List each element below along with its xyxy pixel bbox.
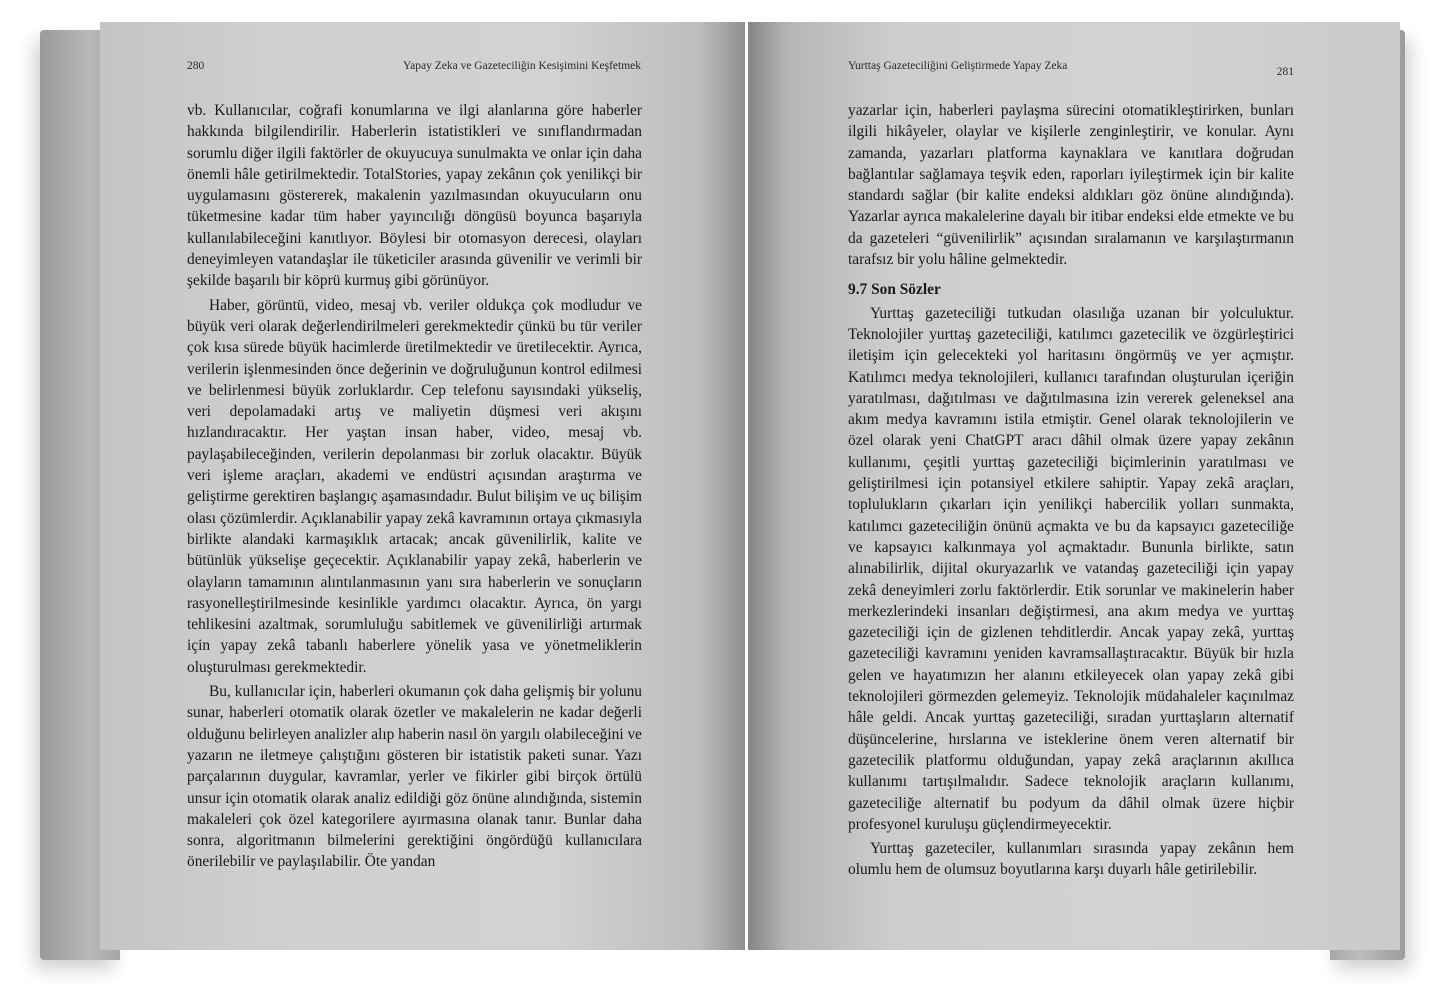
section-heading: 9.7 Son Sözler <box>848 281 941 299</box>
right-paragraph-1: Yurttaş gazeteciliği tutkudan olasılığa uzanan bir yolculuktur. Teknolojiler yurttaş gazeteciliği, katılımcı gazetecilik ve özgürleştirici iletişim için gelecekteki yol haritasını öngörmüş ve yer açmıştır. Katılımcı medya teknolojileri, kullanıcı tarafından oluşturulan içeriğin yaratılması, dağıtılması ve dağıtılmasına izin vererek geleneksel ana akım medya kavramını istila etmiştir. Genel olarak teknolojilerin ve özel olarak yeni ChatGPT aracı dâhil olmak üzere yapay zekânın kullanımı, çeşitli yurttaş gazeteciliği biçimlerinin yaratılması ve geliştirilmesi için potansiyel etkilere sahiptir. Yapay zekâ araçları, toplulukların çıkarları için yenilikçi habercilik yolları sunmakta, katılımcı gazeteciliğin önünü açmakta ve bu da kapsayıcı gazeteciliğe ve kapsayıcı kalkınmaya yol açmaktadır. Bununla birlikte, satın alınabilirlik, dijital okuryazarlık ve vatandaş gazeteciliği için yapay zekâ deneyimleri zorlu faktörlerdir. Etik sorunlar ve makinelerin haber merkezlerindeki insanları değiştirmesi, ana akım medya ve yurttaş gazeteciliği için de gizlenen tehditlerdir. Ancak yapay zekâ, yurttaş gazeteciliği kavramını yeniden kavramsallaştıracaktır. Büyük bir hızla gelen ve hayatımızın her alanını etkileyecek olan yapay zekâ gibi teknolojileri görmezden gelemeyiz. Teknolojik müdahaleler kaçınılmaz hâle geldi. Ancak yurttaş gazeteciliği, sıradan yurttaşların alternatif düşüncelerine, hırslarına ve isteklerine önem veren alternatif bir gazetecilik platformu olduğundan, yapay zekâ araçlarının akıllıca kullanımı tartışılmalıdır. Sadece teknolojik araçların kullanımı, gazeteciliğe alternatif bu podyum da dâhil olmak üzere hiçbir profesyonel kuruluşu güçlendirmeyecektir. <box>848 304 1294 833</box>
left-paragraph-2: Haber, görüntü, video, mesaj vb. veriler oldukça çok modludur ve büyük veri olarak değerlendirilmeleri gerekmektedir çünkü bu tür veriler çok kısa sürede büyük hacimlerde üretilmektedir ve üretilecektir. Ayrıca, verilerin işlenmesinden önce değerinin ve doğruluğunun kontrol edilmesi ve belirlenmesi büyük zorluklardır. Cep telefonu sayısındaki yükseliş, veri depolamadaki artış ve maliyetin düşmesi veri akışını hızlandıracaktır. Her yaştan insan haber, video, mesaj vb. paylaşabileceğinden, verilerin depolanması bir zorluk olacaktır. Büyük veri işleme araçları, akademi ve endüstri açısından araştırma ve geliştirme gerektiren başlangıç aşamasındadır. Bulut bilişim ve uç bilişim olası çözümlerdir. Açıklanabilir yapay zekâ kavramının ortaya çıkmasıyla birlikte alandaki karmaşıklık artacak; ancak güvenilirlik, kalite ve bütünlük yükselişe geçecektir. Açıklanabilir yapay zekâ, haberlerin ve olayların tamamının alıntılanmasının yanı sıra haberlerin ve sonuçların rasyonelleştirilmesinde kesinlikle yardımcı olacaktır. Ayrıca, ön yargı tehlikesini azaltmak, sorumluluğu sabitlemek ve güvenilirliği artırmak için yapay zekâ tabanlı haberlere yönelik yasa ve yönetmeliklerin oluşturulması gerekmektedir. <box>187 296 642 676</box>
right-paragraph-2: Yurttaş gazeteciler, kullanımları sırasında yapay zekânın hem olumlu hem de olumsuz boyutlarına karşı duyarlı hâle getirilebilir. <box>848 840 1294 879</box>
left-page <box>100 22 745 950</box>
right-body-text <box>848 100 1294 881</box>
left-page-number: 280 <box>187 60 205 72</box>
right-page-number: 281 <box>1276 66 1294 78</box>
right-page <box>748 22 1400 950</box>
left-paragraph-3: Bu, kullanıcılar için, haberleri okumanın çok daha gelişmiş bir yolunu sunar, haberleri otomatik olarak özetler ve makalelerin ne kadar değerli olduğunu belirleyen analizler alıp haberin nasıl ön yargılı olabileceğini ve yazarın ne iletmeye çalıştığını gösteren bir istatistik paketi sunar. Yazı parçalarının duygular, kavramlar, yerler ve fikirler gibi birçok örtülü unsur için otomatik olarak analiz edildiği göz önüne alındığında, sistemin makaleleri çok özel kategorilere ayırmasına olanak tanır. Bunlar daha sonra, algoritmanın bilmelerini gerektiğini öngördüğü kullanıcılara önerilebilir ve paylaşılabilir. Öte yandan <box>187 683 642 871</box>
left-paragraph-1: vb. Kullanıcılar, coğrafi konumlarına ve ilgi alanlarına göre haberler hakkında bilgilendirilir. Haberlerin istatistikleri ve sınıflandırmadan sorumlu diğer ilgili faktörler de okuyucuya sunulmakta ve onlar için daha önemli hâle getirilmektedir. TotalStories, yapay zekânın çok yenilikçi bir uygulamasını göstererek, makalenin yazılmasından okuyucuların onu tüketmesine kadar tüm haber yayıncılığı döngüsü boyunca başarıyla kullanılabileceğini kanıtlıyor. Böylesi bir otomasyon derecesi, olayları deneyimleyen vatandaşlar ile tüketiciler arasında güvenilir ve verimli bir şekilde başarılı bir köprü kurmuş gibi görünüyor. <box>187 102 642 290</box>
right-opening-paragraph: yazarlar için, haberleri paylaşma sürecini otomatikleştirirken, bunları ilgili hikâyeler, olaylar ve kişilerle zenginleştirir, ve konular. Aynı zamanda, yazarları platforma kaynaklara ve kanıtlara doğrudan bağlantılar sağlamaya teşvik eden, raporları iyileştirmek için bir kalite standardı sağlar (bir kalite endeksi aldıkları göz önüne alındığında). Yazarlar ayrıca makalelerine dayalı bir itibar endeksi elde etmekte ve bu da gazeteleri “güvenilirlik” açısından sıralamanın ve karşılaştırmanın tarafsız bir yolu hâline gelmektedir. <box>848 102 1294 269</box>
right-running-head: Yurttaş Gazeteciliğini Geliştirmede Yapay Zeka <box>848 60 1068 72</box>
left-running-head: Yapay Zeka ve Gazeteciliğin Kesişimini Keşfetmek <box>402 60 641 72</box>
left-body-text <box>187 100 642 873</box>
